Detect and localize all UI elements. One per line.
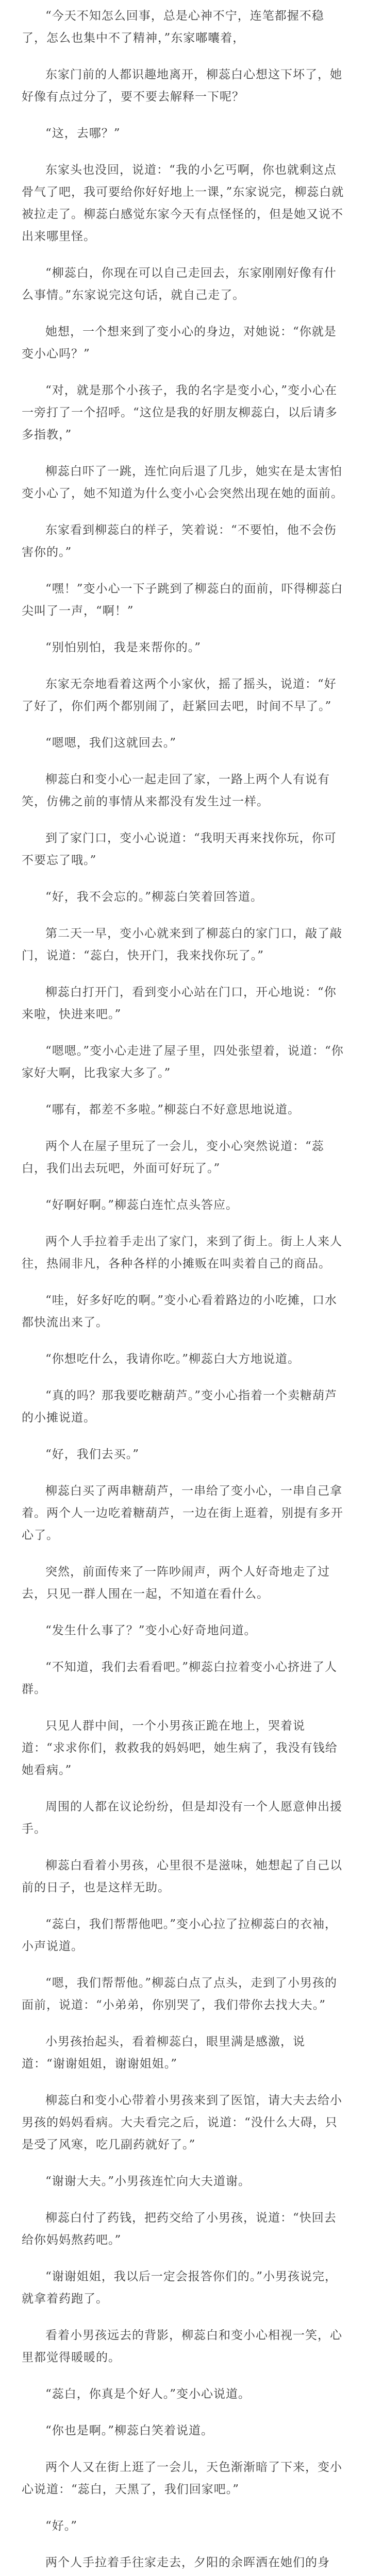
story-paragraph: 东家门前的人都识趣地离开，柳蕊白心想这下坏了，她好像有点过分了，要不要去解释一下呢？: [22, 68, 342, 104]
story-paragraph: “今天不知怎么回事，总是心神不宁，连笔都握不稳了，怎么也集中不了精神，”东家嘟囔着，: [22, 9, 324, 45]
story-paragraph: “哪有，都差不多啦。”柳蕊白不好意思地说道。: [45, 1103, 301, 1116]
story-paragraph: “嘿！”变小心一下子跳到了柳蕊白的面前，吓得柳蕊白尖叫了一声，“啊！”: [22, 582, 343, 618]
story-paragraph: “这，去哪？”: [45, 127, 121, 140]
story-paragraph: “谢谢大夫。”小男孩连忙向大夫道谢。: [45, 2175, 251, 2188]
story-paragraph: 两个人手拉着手往家走去，夕阳的余晖洒在她们的身: [45, 2556, 330, 2569]
story-paragraph: “好啊好啊。”柳蕊白连忙点头答应。: [45, 1198, 239, 1212]
story-paragraph: 柳蕊白付了药钱，把药交给了小男孩，说道：“快回去给你妈妈熬药吧。”: [22, 2211, 337, 2247]
story-paragraph: “别怕别怕，我是来帮你的。”: [45, 641, 202, 654]
story-paragraph: “嗯嗯，我们这就回去。”: [45, 736, 177, 750]
story-paragraph: 柳蕊白看着小男孩，心里很不是滋味，她想起了自己以前的日子，也是这样无助。: [22, 1859, 342, 1894]
story-paragraph: “真的吗？那我要吃糖葫芦。”变小心指着一个卖糖葫芦的小摊说道。: [22, 1389, 338, 1425]
story-paragraph: 东家头也没回，说道：“我的小乞丐啊，你也就剩这点骨气了吧，我可要给你好好地上一课，”东家说完，柳蕊白就被拉走了。柳蕊白感觉东家今天有点怪怪的，但是她又说不出来哪里怪。: [22, 163, 344, 243]
story-paragraph: 她想，一个想来到了变小心的身边，对她说：“你就是变小心吗？”: [22, 325, 337, 361]
story-paragraph: 只见人群中间，一个小男孩正跪在地上，哭着说道：“求求你们，救救我的妈妈吧，她生病了，我没有钱给她看病。”: [22, 1719, 338, 1777]
story-paragraph: 到了家门口，变小心说道：“我明天再来找你玩，你可不要忘了哦。”: [22, 832, 337, 867]
story-paragraph: 小男孩抬起头，看着柳蕊白，眼里满是感激，说道：“谢谢姐姐，谢谢姐姐。”: [22, 2035, 305, 2071]
story-paragraph: 柳蕊白打开门，看到变小心站在门口，开心地说：“你来啦，快进来吧。”: [22, 986, 337, 1021]
story-paragraph: 柳蕊白和变小心带着小男孩来到了医馆，请大夫去给小男孩的妈妈看病。大夫看完之后，说道：“没什么大碍，只是受了风寒，吃几副药就好了。”: [22, 2094, 342, 2151]
story-paragraph: 东家看到柳蕊白的样子，笑着说：“不要怕，他不会伤害你的。”: [22, 523, 337, 559]
story-paragraph: 突然，前面传来了一阵吵闹声，两个人好奇地走了过去，只见一群人围在一起，不知道在看什么。: [22, 1565, 330, 1601]
story-paragraph: “好，我们去买。”: [45, 1448, 140, 1461]
story-paragraph: “蕊白，你真是个好人。”变小心说道。: [45, 2387, 251, 2401]
story-paragraph: “你想吃什么，我请你吃。”柳蕊白大方地说道。: [45, 1352, 301, 1366]
story-paragraph: “嗯，我们帮帮他。”柳蕊白点了点头，走到了小男孩的面前，说道：“小弟弟，你别哭了，我们带你去找大夫。”: [22, 1976, 338, 2012]
story-paragraph: “好，我不会忘的。”柳蕊白笑着回答道。: [45, 890, 263, 904]
story-paragraph: “好。”: [45, 2519, 78, 2533]
story-paragraph: 柳蕊白和变小心一起走回了家，一路上两个人有说有笑，仿佛之前的事情从来都没有发生过一样。: [22, 773, 330, 808]
story-paragraph: “柳蕊白，你现在可以自己走回去，东家刚刚好像有什么事情。”东家说完这句话，就自己走了。: [22, 266, 337, 302]
story-paragraph: 两个人又在街上逛了一会儿，天色渐渐暗了下来，变小心说道：“蕊白，天黑了，我们回家吧。”: [22, 2461, 342, 2496]
story-paragraph: “嗯嗯。”变小心走进了屋子里，四处张望着，说道：“你家好大啊，比我家大多了。”: [22, 1044, 344, 1080]
story-paragraph: “不知道，我们去看看吧。”柳蕊白拉着变小心挤进了人群。: [22, 1660, 338, 1696]
story-paragraph: 东家无奈地看着这两个小家伙，摇了摇头，说道：“好了好了，你们两个都别闹了，赶紧回去吧，时间不早了。”: [22, 677, 337, 713]
story-paragraph: 两个人手拉着手走出了家门，来到了街上。街上人来人往，热闹非凡，各种各样的小摊贩在叫卖着自己的商品。: [22, 1235, 342, 1270]
story-paragraph: 看着小男孩远去的背影，柳蕊白和变小心相视一笑，心里都觉得暖暖的。: [22, 2329, 342, 2364]
story-paragraph: “蕊白，我们帮帮他吧。”变小心拉了拉柳蕊白的衣袖，小声说道。: [22, 1918, 338, 1953]
story-paragraph: 柳蕊白吓了一跳，连忙向后退了几步，她实在是太害怕变小心了，她不知道为什么变小心会突然出现在她的面前。: [22, 465, 343, 500]
story-paragraph: 第二天一早，变小心就来到了柳蕊白的家门口，敲了敲门，说道：“蕊白，快开门，我来找你玩了。”: [22, 927, 342, 962]
story-paragraph: 柳蕊白买了两串糖葫芦，一串给了变小心，一串自己拿着。两个人一边吃着糖葫芦，一边在街上逛着，别提有多开心了。: [22, 1484, 343, 1542]
story-paragraph: 周围的人都在议论纷纷，但是却没有一个人愿意伸出援手。: [22, 1800, 342, 1836]
story-paragraph: “谢谢姐姐，我以后一定会报答你们的。”小男孩说完，就拿着药跑了。: [22, 2270, 338, 2306]
story-paragraph: “发生什么事了？”变小心好奇地问道。: [45, 1624, 257, 1637]
story-paragraph: “你也是啊。”柳蕊白笑着说道。: [45, 2424, 214, 2437]
story-paragraph: “哇，好多好吃的啊。”变小心看着路边的小吃摊，口水都快流出来了。: [22, 1294, 338, 1329]
story-paragraph: 两个人在屋子里玩了一会儿，变小心突然说道：“蕊白，我们出去玩吧，外面可好玩了。”: [22, 1140, 324, 1175]
story-paragraph: “对，就是那个小孩子，我的名字是变小心，”变小心在一旁打了一个招呼。“这位是我的好朋友柳蕊白，以后请多多指教，”: [22, 384, 338, 442]
